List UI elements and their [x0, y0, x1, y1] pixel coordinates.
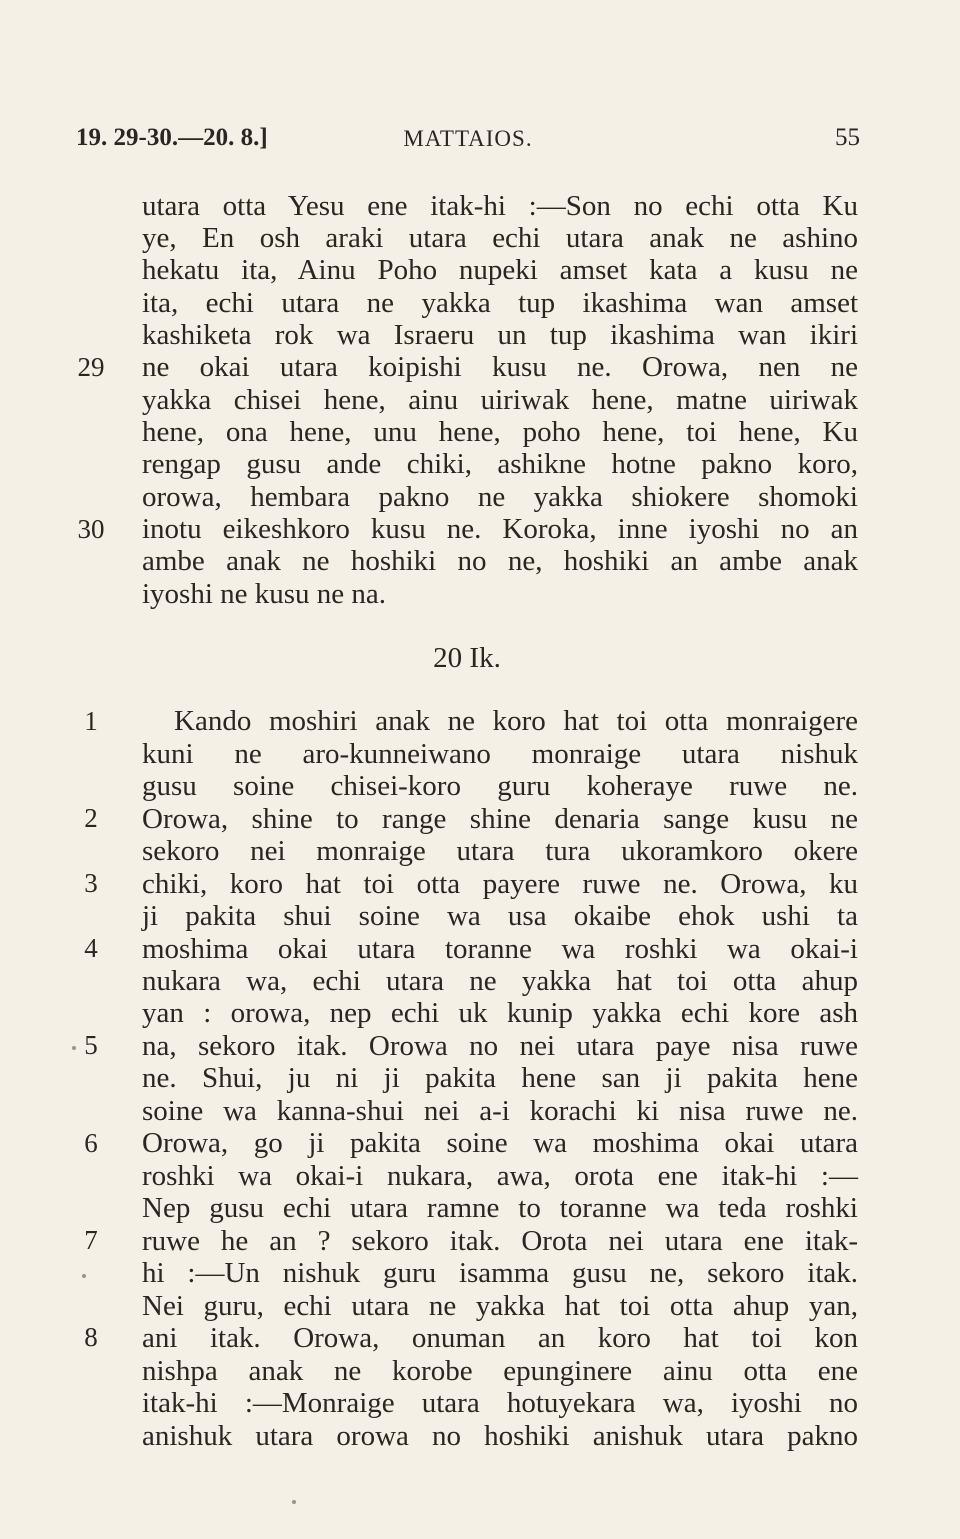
text-line: chiki, koro hat toi otta payere ruwe ne. Orowa, ku — [142, 868, 858, 900]
text-line: Kando moshiri anak ne koro hat toi otta monraigere — [174, 705, 858, 737]
text-line: hi :—Un nishuk guru isamma gusu ne, sekoro itak. — [142, 1257, 858, 1289]
text-line: hekatu ita, Ainu Poho nupeki amset kata a kusu ne — [142, 254, 858, 286]
text-line: iyoshi ne kusu ne na. — [142, 578, 387, 610]
text-line: Orowa, shine to range shine denaria sange kusu ne — [142, 803, 858, 835]
text-line: ye, En osh araki utara echi utara anak ne ashino — [142, 222, 858, 254]
text-line: sekoro nei monraige utara tura ukoramkoro okere — [142, 835, 858, 867]
text-line: nukara wa, echi utara ne yakka hat toi otta ahup — [142, 965, 858, 997]
text-line: Nei guru, echi utara ne yakka hat toi otta ahup yan, — [142, 1290, 858, 1322]
text-line: na, sekoro itak. Orowa no nei utara paye nisa ruwe — [142, 1030, 858, 1062]
text-line: ambe anak ne hoshiki no ne, hoshiki an ambe anak — [142, 545, 858, 577]
text-line: rengap gusu ande chiki, ashikne hotne pakno koro, — [142, 448, 858, 480]
text-line: anishuk utara orowa no hoshiki anishuk utara pakno — [142, 1420, 858, 1452]
text-line: kuni ne aro-kunneiwano monraige utara nishuk — [142, 738, 858, 770]
text-line: ani itak. Orowa, onuman an koro hat toi kon — [142, 1322, 858, 1354]
running-head — [76, 124, 860, 158]
text-line: yan : orowa, nep echi uk kunip yakka echi kore ash — [142, 997, 858, 1029]
text-line: itak-hi :—Monraige utara hotuyekara wa, iyoshi no — [142, 1387, 858, 1419]
verse-number-3: 3 — [84, 868, 98, 898]
text-line: ji pakita shui soine wa usa okaibe ehok ushi ta — [142, 900, 858, 932]
text-line: ne. Shui, ju ni ji pakita hene san ji pakita hene — [142, 1062, 858, 1094]
text-line: Orowa, go ji pakita soine wa moshima okai utara — [142, 1127, 858, 1159]
verse-number-6: 6 — [84, 1128, 98, 1158]
verse-number-29: 29 — [77, 352, 105, 382]
text-line: ita, echi utara ne yakka tup ikashima wan amset — [142, 287, 858, 319]
verse-number-1: 1 — [84, 706, 98, 736]
verse-number-5: 5 — [84, 1030, 98, 1060]
text-line: moshima okai utara toranne wa roshki wa okai-i — [142, 933, 858, 965]
text-line: utara otta Yesu ene itak-hi :—Son no echi otta Ku — [142, 190, 858, 222]
text-line: yakka chisei hene, ainu uiriwak hene, matne uiriwak — [142, 384, 858, 416]
book-title: MATTAIOS. — [403, 126, 533, 151]
margin-speck — [292, 1500, 296, 1504]
text-line: gusu soine chisei-koro guru koheraye ruwe ne. — [142, 770, 858, 802]
text-line: roshki wa okai-i nukara, awa, orota ene itak-hi :— — [142, 1160, 858, 1192]
verse-number-8: 8 — [84, 1322, 98, 1352]
margin-speck — [82, 1274, 86, 1278]
verse-number-30: 30 — [77, 514, 105, 544]
page-number: 55 — [835, 124, 860, 151]
text-line: Nep gusu echi utara ramne to toranne wa teda roshki — [142, 1192, 858, 1224]
text-line: inotu eikeshkoro kusu ne. Koroka, inne iyoshi no an — [142, 513, 858, 545]
verse-number-2: 2 — [84, 803, 98, 833]
text-line: ruwe he an ? sekoro itak. Orota nei utara ene itak- — [142, 1225, 858, 1257]
chapter-heading: 20 Ik. — [433, 642, 501, 674]
verse-number-7: 7 — [84, 1225, 98, 1255]
text-line: ne okai utara koipishi kusu ne. Orowa, nen ne — [142, 351, 858, 383]
margin-speck — [72, 1046, 76, 1050]
text-line: hene, ona hene, unu hene, poho hene, toi hene, Ku — [142, 416, 858, 448]
text-line: soine wa kanna-shui nei a-i korachi ki nisa ruwe ne. — [142, 1095, 858, 1127]
verse-number-4: 4 — [84, 933, 98, 963]
text-line: orowa, hembara pakno ne yakka shiokere shomoki — [142, 481, 858, 513]
text-line: kashiketa rok wa Israeru un tup ikashima wan ikiri — [142, 319, 858, 351]
text-line: nishpa anak ne korobe epunginere ainu otta ene — [142, 1355, 858, 1387]
verse-range-reference: 19. 29-30.—20. 8.] — [76, 124, 268, 151]
